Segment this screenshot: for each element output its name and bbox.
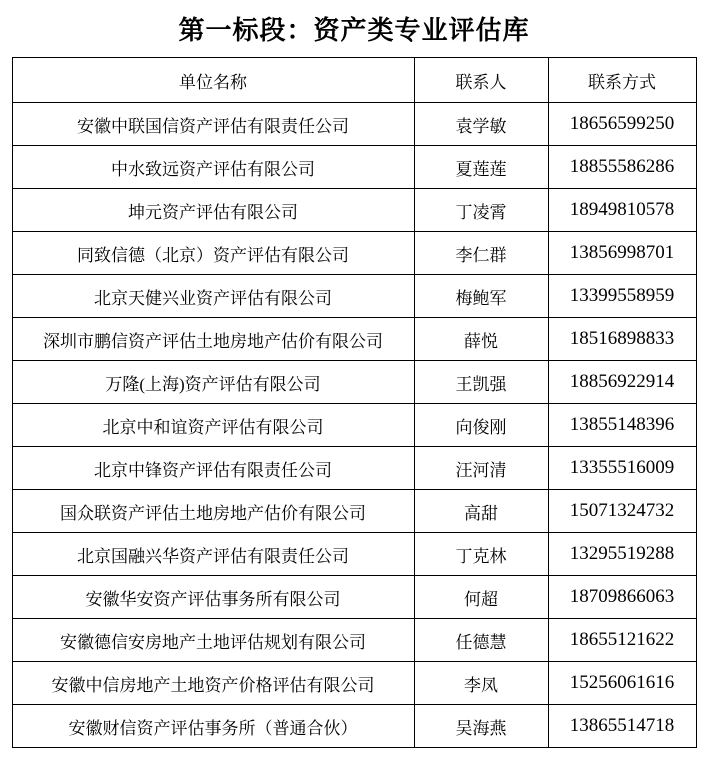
company-cell: 安徽财信资产评估事务所（普通合伙） — [12, 705, 414, 748]
table-row — [12, 662, 696, 705]
table-row — [12, 447, 696, 490]
page-title: 第一标段：资产类专业评估库 — [178, 16, 530, 45]
phone-cell: 18709866063 — [548, 576, 696, 619]
phone-cell: 13855148396 — [548, 404, 696, 447]
contact-cell: 梅鲍军 — [414, 275, 548, 318]
company-cell: 北京中和谊资产评估有限公司 — [12, 404, 414, 447]
company-cell: 坤元资产评估有限公司 — [12, 189, 414, 232]
column-header-contact: 联系人 — [414, 58, 548, 103]
company-cell: 北京国融兴华资产评估有限责任公司 — [12, 533, 414, 576]
table-row — [12, 275, 696, 318]
contact-cell: 任德慧 — [414, 619, 548, 662]
contact-cell: 向俊刚 — [414, 404, 548, 447]
table-body — [12, 103, 696, 748]
table-row — [12, 533, 696, 576]
contact-cell: 汪河清 — [414, 447, 548, 490]
phone-cell: 18856922914 — [548, 361, 696, 404]
contact-cell: 丁凌霄 — [414, 189, 548, 232]
table-row — [12, 146, 696, 189]
contact-cell: 薛悦 — [414, 318, 548, 361]
phone-cell: 13399558959 — [548, 275, 696, 318]
phone-cell: 18855586286 — [548, 146, 696, 189]
table-row — [12, 361, 696, 404]
table-row — [12, 189, 696, 232]
company-cell: 安徽华安资产评估事务所有限公司 — [12, 576, 414, 619]
table-row — [12, 318, 696, 361]
phone-cell: 18656599250 — [548, 103, 696, 146]
contact-cell: 李仁群 — [414, 232, 548, 275]
phone-cell: 13295519288 — [548, 533, 696, 576]
phone-cell: 13856998701 — [548, 232, 696, 275]
contact-cell: 王凯强 — [414, 361, 548, 404]
company-cell: 安徽中信房地产土地资产价格评估有限公司 — [12, 662, 414, 705]
table-header-row — [12, 58, 696, 103]
phone-cell: 15256061616 — [548, 662, 696, 705]
contact-cell: 袁学敏 — [414, 103, 548, 146]
phone-cell: 13865514718 — [548, 705, 696, 748]
column-header-company: 单位名称 — [12, 58, 414, 103]
company-cell: 安徽中联国信资产评估有限责任公司 — [12, 103, 414, 146]
company-cell: 北京天健兴业资产评估有限公司 — [12, 275, 414, 318]
company-cell: 深圳市鹏信资产评估土地房地产估价有限公司 — [12, 318, 414, 361]
company-cell: 北京中锋资产评估有限责任公司 — [12, 447, 414, 490]
contact-cell: 丁克林 — [414, 533, 548, 576]
table-row — [12, 705, 696, 748]
company-cell: 万隆(上海)资产评估有限公司 — [12, 361, 414, 404]
table-row — [12, 576, 696, 619]
table-row — [12, 404, 696, 447]
company-cell: 中水致远资产评估有限公司 — [12, 146, 414, 189]
table-row — [12, 103, 696, 146]
contact-cell: 李凤 — [414, 662, 548, 705]
company-cell: 国众联资产评估土地房地产估价有限公司 — [12, 490, 414, 533]
phone-cell: 18949810578 — [548, 189, 696, 232]
phone-cell: 18516898833 — [548, 318, 696, 361]
table-row — [12, 619, 696, 662]
company-cell: 安徽德信安房地产土地评估规划有限公司 — [12, 619, 414, 662]
phone-cell: 15071324732 — [548, 490, 696, 533]
table-row — [12, 490, 696, 533]
company-cell: 同致信德（北京）资产评估有限公司 — [12, 232, 414, 275]
contact-cell: 何超 — [414, 576, 548, 619]
contact-cell: 夏莲莲 — [414, 146, 548, 189]
table-row — [12, 232, 696, 275]
contact-table — [12, 57, 697, 748]
contact-cell: 高甜 — [414, 490, 548, 533]
contact-cell: 吴海燕 — [414, 705, 548, 748]
phone-cell: 13355516009 — [548, 447, 696, 490]
column-header-phone: 联系方式 — [548, 58, 696, 103]
phone-cell: 18655121622 — [548, 619, 696, 662]
